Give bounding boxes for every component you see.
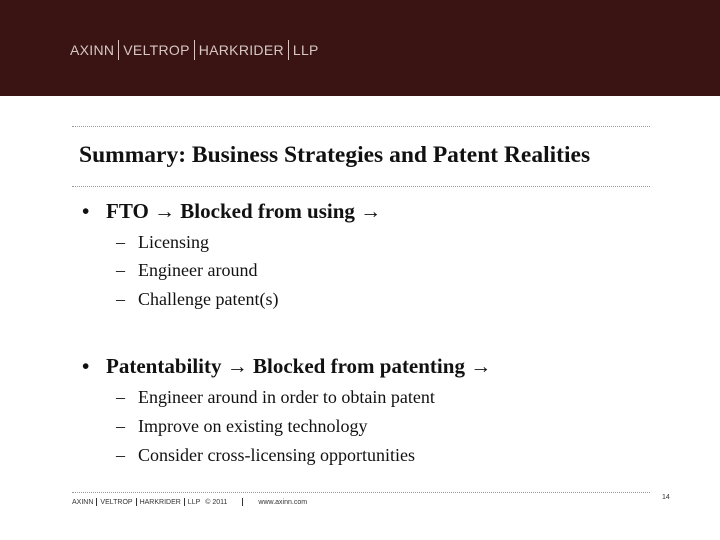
bullet-item (82, 354, 491, 379)
footer-firm-part: HARKRIDER (139, 498, 181, 506)
dash-marker: – (116, 445, 125, 465)
dash-marker: – (116, 260, 125, 280)
footer-divider (96, 498, 97, 506)
bullet-item (82, 199, 381, 224)
dash-marker: – (116, 387, 125, 407)
header-band (0, 0, 720, 96)
logo-part: LLP (292, 42, 319, 58)
bullet-text: Patentability → Blocked from patenting → (106, 354, 492, 378)
footer-divider (184, 498, 185, 506)
logo-part: HARKRIDER (198, 42, 284, 58)
footer-firm-part: AXINN (72, 498, 94, 506)
footer-website: www.axinn.com (258, 498, 308, 506)
footer-rule (72, 492, 650, 493)
footer (72, 498, 307, 506)
logo-divider (118, 40, 119, 60)
sub-item-text: Engineer around (138, 260, 258, 280)
logo-divider (288, 40, 289, 60)
title-bottom-rule (72, 186, 650, 187)
dash-marker: – (116, 232, 125, 252)
bullet-dot: • (82, 354, 90, 378)
dash-marker: – (116, 416, 125, 436)
sub-item-text: Licensing (138, 232, 209, 252)
footer-firm-part: LLP (187, 498, 201, 506)
logo-part: VELTROP (123, 42, 190, 58)
footer-divider (136, 498, 137, 506)
sub-item (116, 289, 278, 310)
dash-marker: – (116, 289, 125, 309)
sub-item (116, 445, 415, 466)
sub-item-text: Improve on existing technology (138, 416, 368, 436)
bullet-dot: • (82, 199, 90, 223)
sub-item-text: Consider cross-licensing opportunities (138, 445, 415, 465)
sub-item (116, 416, 367, 437)
sub-item (116, 260, 257, 281)
slide-title: Summary: Business Strategies and Patent Realities (79, 142, 591, 168)
sub-item-text: Challenge patent(s) (138, 289, 279, 309)
page-number: 14 (662, 494, 670, 501)
logo-divider (194, 40, 195, 60)
bullet-text: FTO → Blocked from using → (106, 199, 382, 223)
sub-item (116, 232, 209, 253)
footer-copyright: © 2011 (205, 498, 228, 506)
footer-divider (242, 498, 243, 506)
firm-logo (70, 40, 319, 60)
logo-part: AXINN (70, 42, 115, 58)
title-top-rule (72, 126, 650, 127)
sub-item-text: Engineer around in order to obtain patent (138, 387, 435, 407)
sub-item (116, 387, 435, 408)
footer-firm-part: VELTROP (100, 498, 133, 506)
